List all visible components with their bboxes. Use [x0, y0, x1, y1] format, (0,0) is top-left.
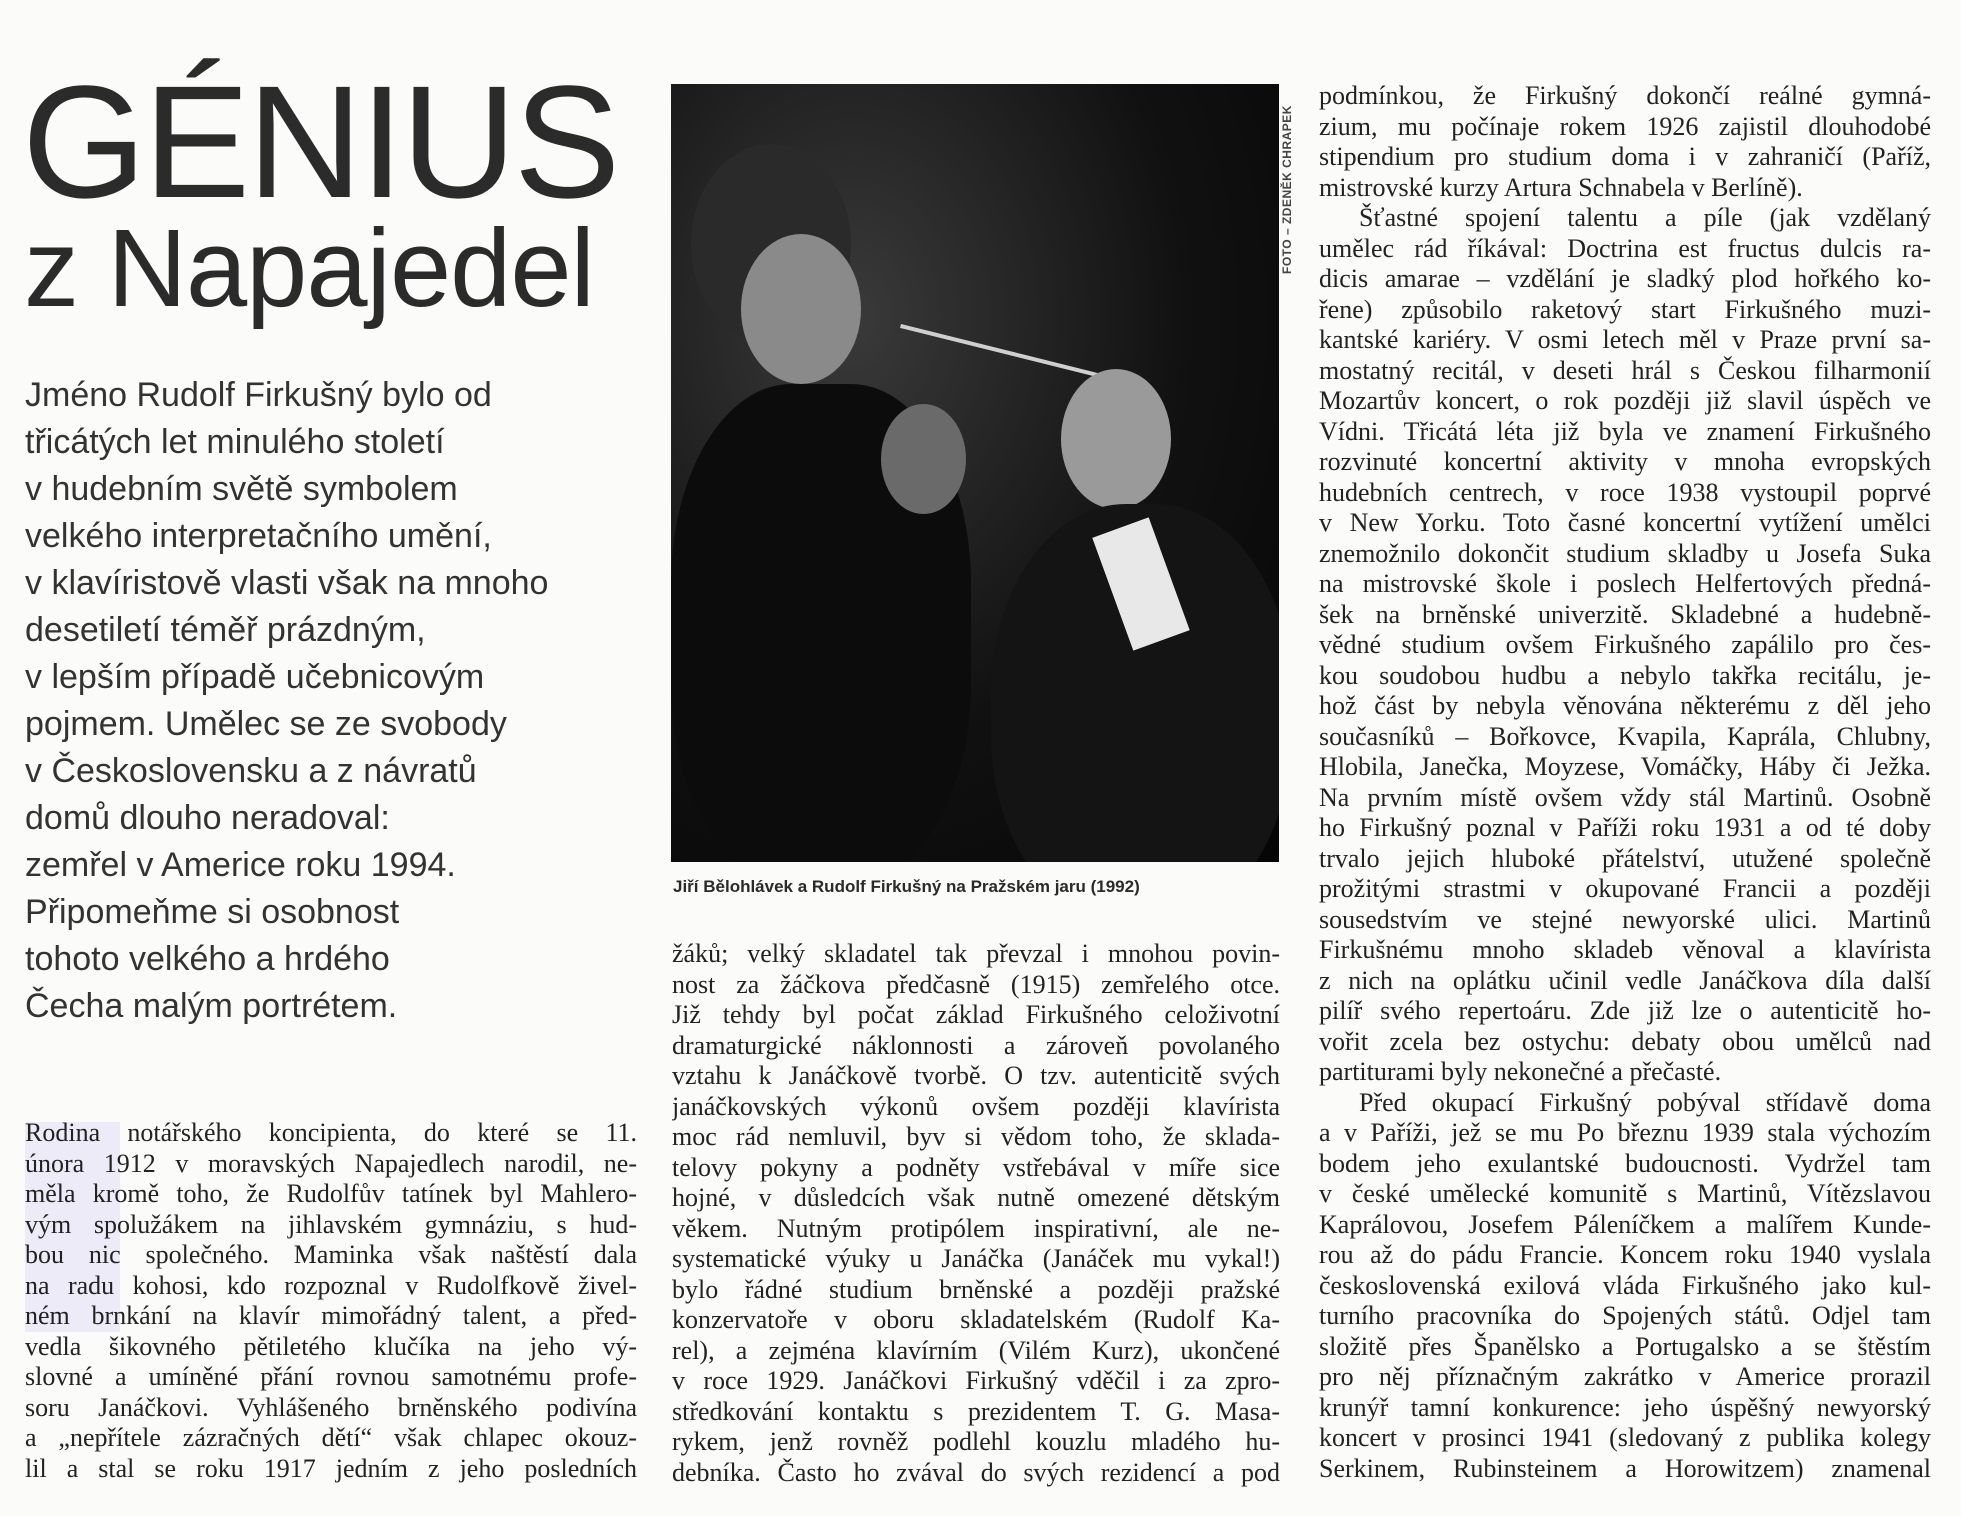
text-line: turního pracovníka do Spojených států. Odjel tam — [1319, 1301, 1931, 1330]
text-line: dicis amarae – vzdělání je sladký plod hořkého ko- — [1319, 264, 1931, 293]
text-line: složitě přes Španělsko a Portugalsko a se štěstím — [1319, 1331, 1931, 1361]
lead-line: tohoto velkého a hrdého — [25, 940, 390, 978]
lead-line: v lepším případě učebnicovým — [25, 658, 485, 696]
photo-caption: Jiří Bělohlávek a Rudolf Firkušný na Pražském jaru (1992) — [673, 877, 1140, 896]
text-line: bylo řádné studium brněnské a později pražské — [672, 1274, 1280, 1304]
text-line: znemožnilo dokončit studium skladby u Josefa Suka — [1319, 538, 1931, 568]
text-line: Na prvním místě ovšem vždy stál Martinů. Osobně — [1319, 782, 1931, 812]
lead-line: Připomeňme si osobnost — [25, 893, 400, 931]
text-line: z nich na oplátku učinil vedle Janáčkova díla další — [1319, 965, 1931, 995]
text-line: věkem. Nutným protipólem inspirativní, ale ne- — [672, 1213, 1280, 1243]
text-line: soru Janáčkovi. Vyhlášeného brněnského podivína — [25, 1392, 637, 1422]
article-photo — [671, 84, 1279, 862]
text-line: Firkušnému mnoho skladeb věnoval a klavírista — [1319, 935, 1931, 964]
text-line: bodem jeho exulantské budoucnosti. Vydržel tam — [1319, 1148, 1931, 1178]
text-line: vým spolužákem na jihlavském gymnáziu, s hud- — [25, 1209, 637, 1239]
article-column-2 — [672, 939, 1280, 1488]
text-line: koncert v prosinci 1941 (sledovaný z publika kolegy — [1319, 1423, 1931, 1452]
text-line: dramaturgické náklonnosti a zároveň povolaného — [672, 1030, 1280, 1060]
text-line: hudebních centrech, v roce 1938 vystoupil poprvé — [1319, 477, 1931, 507]
text-line: vedla šikovného pětiletého klučíka na jeho vý- — [25, 1331, 637, 1361]
text-line: hojné, v důsledcích však nutně omezené dětským — [672, 1183, 1280, 1212]
text-line: podmínkou, že Firkušný dokončí reálné gymná- — [1319, 81, 1931, 110]
text-line: lil a stal se roku 1917 jedním z jeho posledních — [25, 1453, 637, 1483]
text-line: prožitými strastmi v okupované Francii a později — [1319, 874, 1931, 903]
lead-line: v Československu a z návratů — [25, 752, 477, 790]
lead-line: desetiletí téměř prázdným, — [25, 611, 426, 649]
lead-line: v klavíristově vlasti však na mnoho — [25, 564, 549, 602]
text-line: Mozartův koncert, o rok později již slavil úspěch ve — [1319, 386, 1931, 415]
text-line: a v Paříži, jež se mu Po březnu 1939 stala výchozím — [1319, 1118, 1931, 1147]
text-line: Serkinem, Rubinsteinem a Horowitzem) znamenal — [1319, 1453, 1931, 1483]
photo-credit: FOTO – ZDENĚK CHRAPEK — [1280, 105, 1294, 274]
lead-line: zemřel v Americe roku 1994. — [25, 846, 456, 884]
text-line: kantské kariéry. V osmi letech měl v Praze první sa- — [1319, 325, 1931, 354]
text-line: konzervatoře v oboru skladatelském (Rudolf Ka- — [672, 1305, 1280, 1334]
text-line: pro něj příznačným zakrátko v Americe prorazil — [1319, 1362, 1931, 1391]
text-line: Vídni. Třicátá léta již byla ve znamení Firkušného — [1319, 416, 1931, 446]
text-line: a „nepřítele zázračných dětí“ však chlapec okouz- — [25, 1423, 637, 1452]
text-line: v české umělecké komunitě s Martinů, Vítězslavou — [1319, 1179, 1931, 1208]
text-line: mostatný recitál, v deseti hrál s Českou filharmonií — [1319, 355, 1931, 385]
lead-line: Čecha malým portrétem. — [25, 987, 398, 1025]
headline-title: GÉNIUS — [22, 52, 618, 231]
article-column-3 — [1319, 81, 1931, 1484]
text-line: Šťastné spojení talentu a píle (jak vzdělaný — [1359, 203, 1931, 232]
text-line: mistrovské kurzy Artura Schnabela v Berlíně). — [1319, 172, 1803, 202]
text-line: Hlobila, Janečka, Moyzese, Vomáčky, Háby či Ježka. — [1319, 752, 1931, 781]
text-line: moc rád nemluvil, byv si vědom toho, že sklada- — [672, 1122, 1280, 1151]
text-line: československá exilová vláda Firkušného jako kul- — [1319, 1270, 1931, 1300]
text-line: nost za žáčkova předčasně (1915) zemřelého otce. — [672, 969, 1280, 999]
text-line: Kaprálovou, Josefem Páleníčkem a malířem Kunde- — [1319, 1209, 1931, 1239]
text-line: měla kromě toho, že Rudolfův tatínek byl Mahlero- — [25, 1179, 637, 1208]
text-line: vědné studium ovšem Firkušného zapálilo pro čes- — [1319, 630, 1931, 659]
text-line: rou až do pádu Francie. Koncem roku 1940 vyslala — [1319, 1240, 1931, 1269]
lead-paragraph — [25, 372, 645, 1030]
text-line: rel), a zejména klavírním (Vilém Kurz), ukončené — [672, 1335, 1280, 1365]
text-line: Rodina notářského koncipienta, do které se 11. — [25, 1118, 637, 1147]
lead-line: Jméno Rudolf Firkušný bylo od — [25, 376, 492, 414]
text-line: středkování kontaktu s prezidentem T. G. Masa- — [672, 1396, 1280, 1426]
text-line: bou nic společného. Maminka však naštěstí dala — [25, 1240, 637, 1269]
text-line: současníků – Bořkovce, Kvapila, Kaprála, Chlubny, — [1319, 721, 1931, 751]
text-line: stipendium pro studium doma i v zahraničí (Paříž, — [1319, 142, 1931, 171]
text-line: Před okupací Firkušný pobýval střídavě doma — [1359, 1087, 1931, 1117]
text-line: telovy pokyny a podněty vstřebával v míře sice — [672, 1152, 1280, 1182]
text-line: hož část by nebyla věnována některému z děl jeho — [1319, 691, 1931, 720]
lead-line: domů dlouho neradoval: — [25, 799, 390, 837]
text-line: vořit zcela bez ostychu: debaty obou umělců nad — [1319, 1026, 1931, 1056]
text-line: slovné a umíněné přání rovnou samotnému profe- — [25, 1362, 637, 1391]
text-line: žáků; velký skladatel tak převzal i mnohou povin- — [672, 939, 1280, 968]
text-line: v New Yorku. Toto časné koncertní vytížení umělci — [1319, 508, 1931, 537]
text-line: v roce 1929. Janáčkovi Firkušný vděčil i za zpro- — [672, 1366, 1280, 1395]
text-line: trvalo jejich hluboké přátelství, utužené společně — [1319, 843, 1931, 873]
lead-line: třicátých let minulého století — [25, 423, 445, 461]
article-column-1 — [25, 1118, 637, 1484]
text-line: krunýř tamní konkurence: jeho úspěšný newyorský — [1319, 1392, 1931, 1422]
text-line: kou soudobou hudbu a nebylo takřka recitálu, je- — [1319, 660, 1931, 690]
text-line: února 1912 v moravských Napajedlech narodil, ne- — [25, 1148, 637, 1178]
lead-line: velkého interpretačního umění, — [25, 517, 492, 555]
text-line: umělec rád říkával: Doctrina est fructus dulcis ra- — [1319, 233, 1931, 263]
text-line: systematické výuky u Janáčka (Janáček mu vykal!) — [672, 1244, 1280, 1273]
text-line: janáčkovských výkonů ovšem později klavírista — [672, 1091, 1280, 1121]
text-line: ho Firkušný poznal v Paříži roku 1931 a od té doby — [1319, 813, 1931, 842]
text-line: rykem, jenž rovněž podlehl kouzlu mladého hu- — [672, 1427, 1280, 1456]
text-line: ném brnkání na klavír mimořádný talent, a před- — [25, 1301, 637, 1330]
text-line: na radu kohosi, kdo rozpoznal v Rudolfkově živel- — [25, 1270, 637, 1300]
headline-subtitle: z Napajedel — [24, 207, 594, 330]
text-line: zium, mu počínaje rokem 1926 zajistil dlouhodobé — [1319, 111, 1931, 141]
text-line: šek na brněnské univerzitě. Skladebné a hudebně- — [1319, 599, 1931, 629]
text-line: sousedstvím ve stejné newyorské ulici. Martinů — [1319, 904, 1931, 934]
text-line: na mistrovské škole i poslech Helfertových předná- — [1319, 569, 1931, 598]
text-line: pilíř svého repertoáru. Zde již lze o autenticitě ho- — [1319, 996, 1931, 1025]
lead-line: v hudebním světě symbolem — [25, 470, 458, 508]
text-line: debníka. Často ho zvával do svých rezidencí a pod — [672, 1457, 1280, 1487]
text-line: vztahu k Janáčkově tvorbě. O tzv. autenticitě svých — [672, 1061, 1280, 1090]
text-line: Již tehdy byl počat základ Firkušného celoživotní — [672, 1000, 1280, 1029]
text-line: rozvinuté koncertní aktivity v mnoha evropských — [1319, 447, 1931, 476]
text-line: partiturami byly nekonečné a přečasté. — [1319, 1057, 1722, 1086]
lead-line: pojmem. Umělec se ze svobody — [25, 705, 507, 743]
text-line: řene) způsobilo raketový start Firkušného muzi- — [1319, 294, 1931, 324]
